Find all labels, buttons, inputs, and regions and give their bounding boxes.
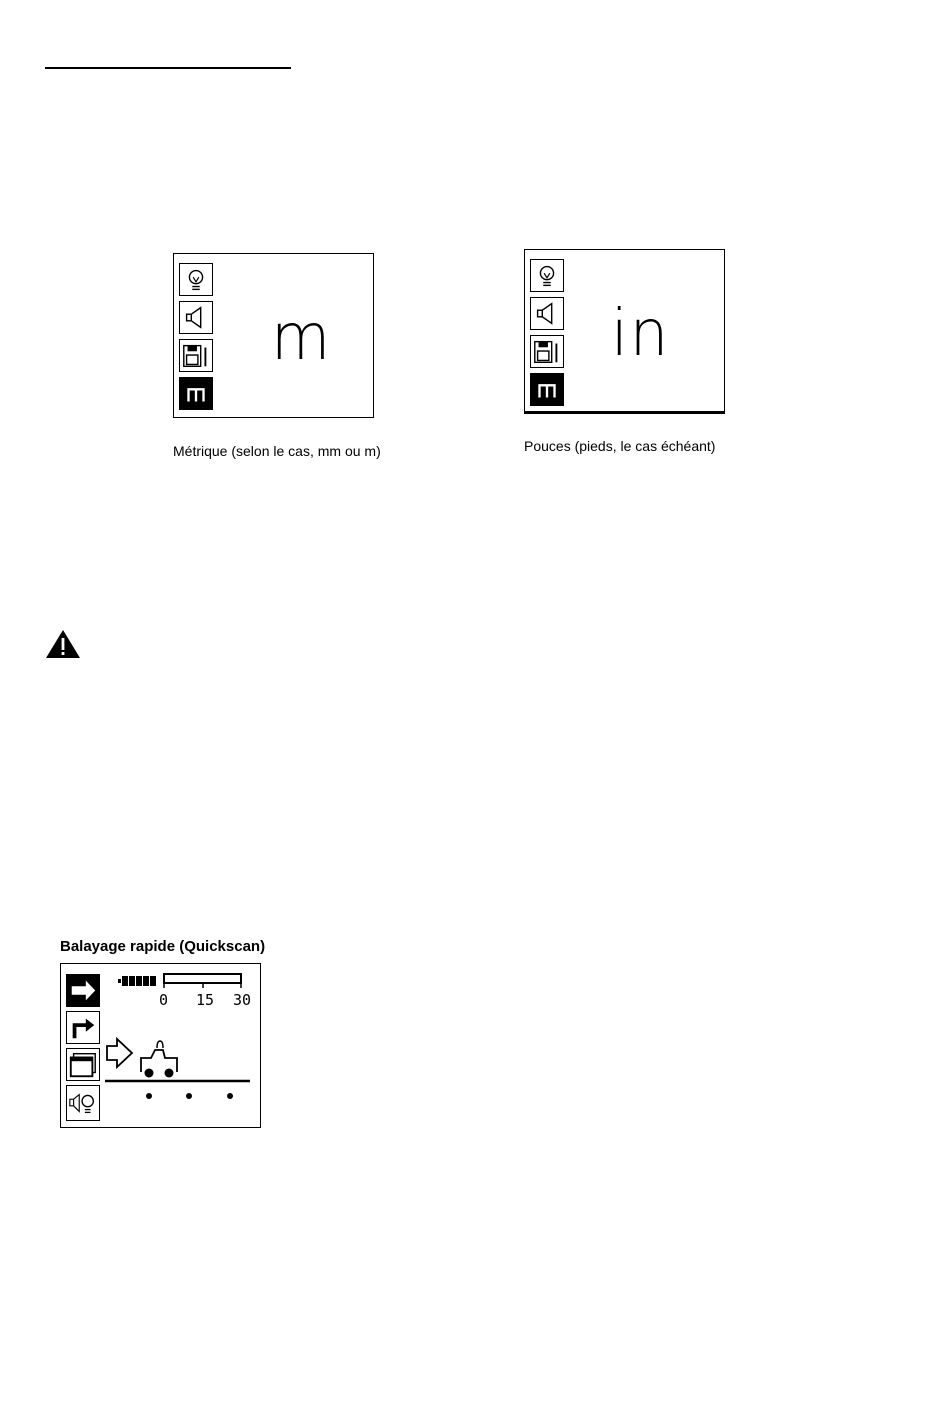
bulb-icon[interactable]	[530, 259, 564, 292]
return-arrow-icon[interactable]	[66, 1011, 100, 1044]
header-rule	[45, 67, 291, 69]
unit-display-in: in	[611, 297, 671, 371]
unit-m-icon[interactable]	[530, 373, 564, 406]
quickscan-screen	[60, 963, 261, 1128]
speaker-icon[interactable]	[530, 297, 564, 330]
scan-direction-graphic	[105, 1036, 255, 1106]
metric-unit-screen	[173, 253, 374, 418]
memory-icon[interactable]	[530, 335, 564, 368]
scale-bar	[163, 973, 243, 989]
unit-m-icon[interactable]	[179, 377, 213, 410]
window-icon[interactable]	[66, 1048, 100, 1081]
scale-label: 30	[233, 991, 252, 1009]
unit-display-m: m	[271, 301, 333, 375]
scale-label: 15	[196, 991, 215, 1009]
warning-icon	[44, 628, 82, 660]
battery-icon	[118, 975, 158, 987]
imperial-unit-screen	[524, 249, 725, 414]
scale-label: 0	[159, 991, 169, 1009]
quickscan-title: Balayage rapide (Quickscan)	[60, 938, 266, 955]
speaker-icon[interactable]	[179, 301, 213, 334]
bulb-icon[interactable]	[179, 263, 213, 296]
memory-icon[interactable]	[179, 339, 213, 372]
arrow-right-icon[interactable]	[66, 974, 100, 1007]
metric-caption: Métrique (selon le cas, mm ou m)	[173, 443, 381, 459]
sound-light-icon[interactable]	[66, 1085, 100, 1121]
imperial-caption: Pouces (pieds, le cas échéant)	[524, 438, 716, 454]
